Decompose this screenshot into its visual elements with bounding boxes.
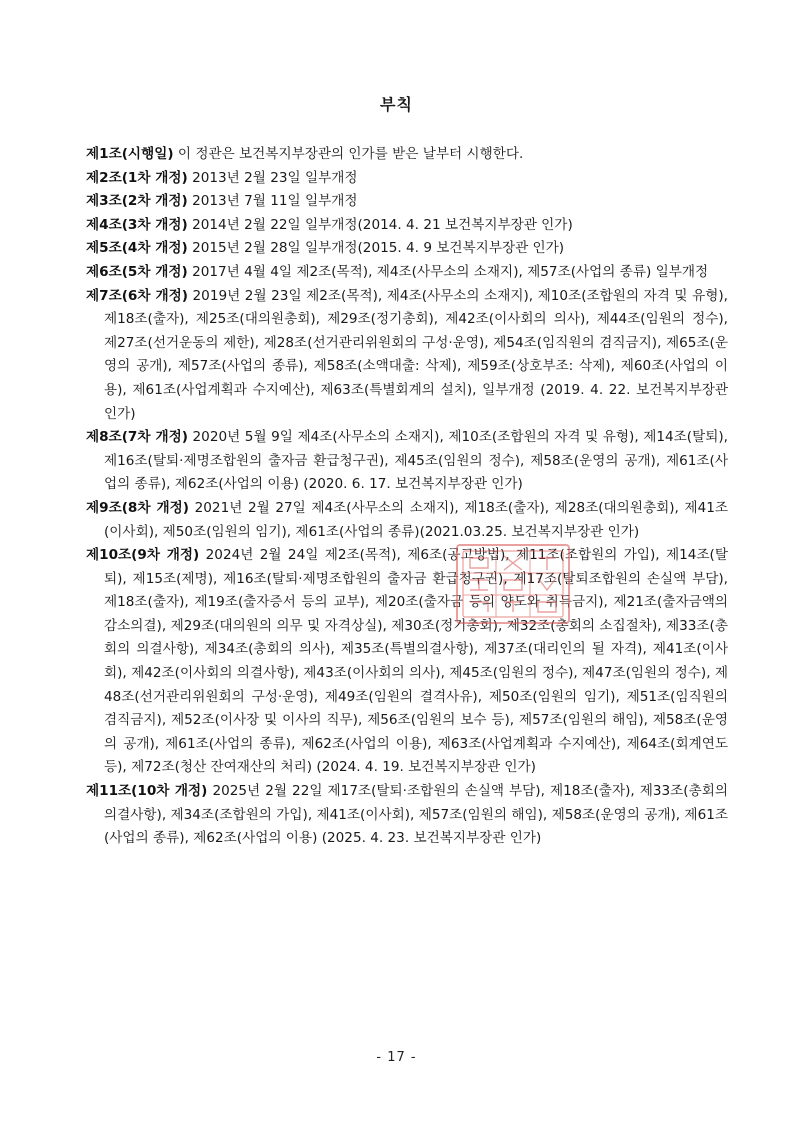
article-heading: 제5조(4차 개정) bbox=[86, 240, 188, 257]
article-text: 2015년 2월 28일 일부개정(2015. 4. 9 보건복지부장관 인가) bbox=[192, 240, 565, 257]
article-4 bbox=[86, 214, 728, 238]
article-1 bbox=[86, 143, 728, 167]
article-text: 2019년 2월 23일 제2조(목적), 제4조(사무소의 소재지), 제10조(조합원의 자격 및 유형), 제18조(출자), 제25조(대의원총회), 제29조(정기총회), 제42조(이사회의 의사), 제44조(임원의 정수), 제27조(선거운동의 제한), 제28조(선거관리위원회의 구성·운영), 제54조(임직원의 겸직금지), 제65조(운영의 공개), 제57조(사업의 종류), 제58조(소액대출: 삭제), 제59조(상호부조: 삭제), 제60조(사업의 이용), 제61조(사업계획과 수지예산), 제63조(특별회계의 설치), 일부개정 (2019. 4. 22. 보건복지부장관 인가) bbox=[104, 287, 728, 422]
page-number: - 17 - bbox=[376, 1050, 417, 1065]
article-heading: 제4조(3차 개정) bbox=[86, 216, 188, 233]
article-text: 2013년 2월 23일 일부개정 bbox=[192, 169, 358, 186]
article-heading: 제7조(6차 개정) bbox=[86, 287, 188, 304]
article-text: 2014년 2월 22일 일부개정(2014. 4. 21 보건복지부장관 인가) bbox=[192, 216, 573, 233]
article-5 bbox=[86, 237, 728, 261]
article-text: 2017년 4월 4일 제2조(목적), 제4조(사무소의 소재지), 제57조(사업의 종류) 일부개정 bbox=[192, 263, 709, 280]
article-text: 2024년 2월 24일 제2조(목적), 제6조(공고방법), 제11조(조합원의 가입), 제14조(탈퇴), 제15조(제명), 제16조(탈퇴·제명조합원의 출자금 환급청구권), 제17조(탈퇴조합원의 손실액 부담), 제18조(출자), 제19조(출자증서 등의 교부), 제20조(출자금 등의 양도와 취득금지), 제21조(출자금액의 감소의결), 제29조(대의원의 의무 및 자격상실), 제30조(정기총회), 제32조(총회의 소집절차), 제33조(총회의 의결사항), 제34조(총회의 의사), 제35조(특별의결사항), 제37조(대리인의 될 자격), 제41조(이사회), 제42조(이사회의 의결사항), 제43조(이사회의 의사), 제45조(임원의 정수), 제47조(임원의 정수), 제48조(선거관리위원회의 구성·운영), 제49조(임원의 결격사유), 제50조(임원의 임기), 제51조(임직원의 겸직금지), 제52조(이사장 및 이사의 직무), 제56조(임원의 보수 등), 제57조(임원의 해임), 제58조(운영의 공개), 제61조(사업의 종류), 제62조(사업의 이용), 제63조(사업계획과 수지예산), 제64조(회계연도 등), 제72조(청산 잔여재산의 처리) (2024. 4. 19. 보건복지부장관 인가) bbox=[104, 547, 728, 776]
article-heading: 제11조(10차 개정) bbox=[86, 783, 208, 800]
article-6 bbox=[86, 261, 728, 285]
article-3 bbox=[86, 190, 728, 214]
article-2 bbox=[86, 167, 728, 191]
article-heading: 제3조(2차 개정) bbox=[86, 193, 188, 210]
article-text: 2021년 2월 27일 제4조(사무소의 소재지), 제18조(출자), 제28조(대의원총회), 제41조(이사회), 제50조(임원의 임기), 제61조(사업의 종류)(2021.03.25. 보건복지부장관 인가) bbox=[104, 499, 728, 540]
article-heading: 제6조(5차 개정) bbox=[86, 263, 188, 280]
article-text: 이 정관은 보건복지부장관의 인가를 받은 날부터 시행한다. bbox=[177, 146, 524, 162]
article-11 bbox=[86, 780, 728, 851]
article-heading: 제8조(7차 개정) bbox=[86, 429, 188, 446]
article-text: 2013년 7월 11일 일부개정 bbox=[192, 193, 358, 210]
article-heading: 제10조(9차 개정) bbox=[86, 547, 200, 564]
article-text: 2025년 2월 22일 제17조(탈퇴·조합원의 손실액 부담), 제18조(출자), 제33조(총회의 의결사항), 제34조(조합원의 가입), 제41조(이사회), 제57조(임원의 해임), 제58조(운영의 공개), 제61조(사업의 종류), 제62조(사업의 이용) (2025. 4. 23. 보건복지부장관 인가) bbox=[104, 783, 729, 847]
article-list bbox=[86, 143, 728, 851]
article-9 bbox=[86, 497, 728, 544]
article-8 bbox=[86, 426, 728, 497]
article-heading: 제9조(8차 개정) bbox=[86, 499, 190, 516]
article-heading: 제2조(1차 개정) bbox=[86, 169, 188, 186]
page-title: 부칙 bbox=[380, 95, 413, 114]
article-heading: 제1조(시행일) bbox=[86, 146, 174, 162]
article-text: 2020년 5월 9일 제4조(사무소의 소재지), 제10조(조합원의 자격 및 유형), 제14조(탈퇴), 제16조(탈퇴·제명조합원의 출자금 환급청구권), 제45조(임원의 정수), 제58조(운영의 공개), 제61조(사업의 종류), 제62조(사업의 이용) (2020. 6. 17. 보건복지부장관 인가) bbox=[104, 429, 728, 493]
article-7 bbox=[86, 285, 728, 427]
article-10 bbox=[86, 544, 728, 780]
